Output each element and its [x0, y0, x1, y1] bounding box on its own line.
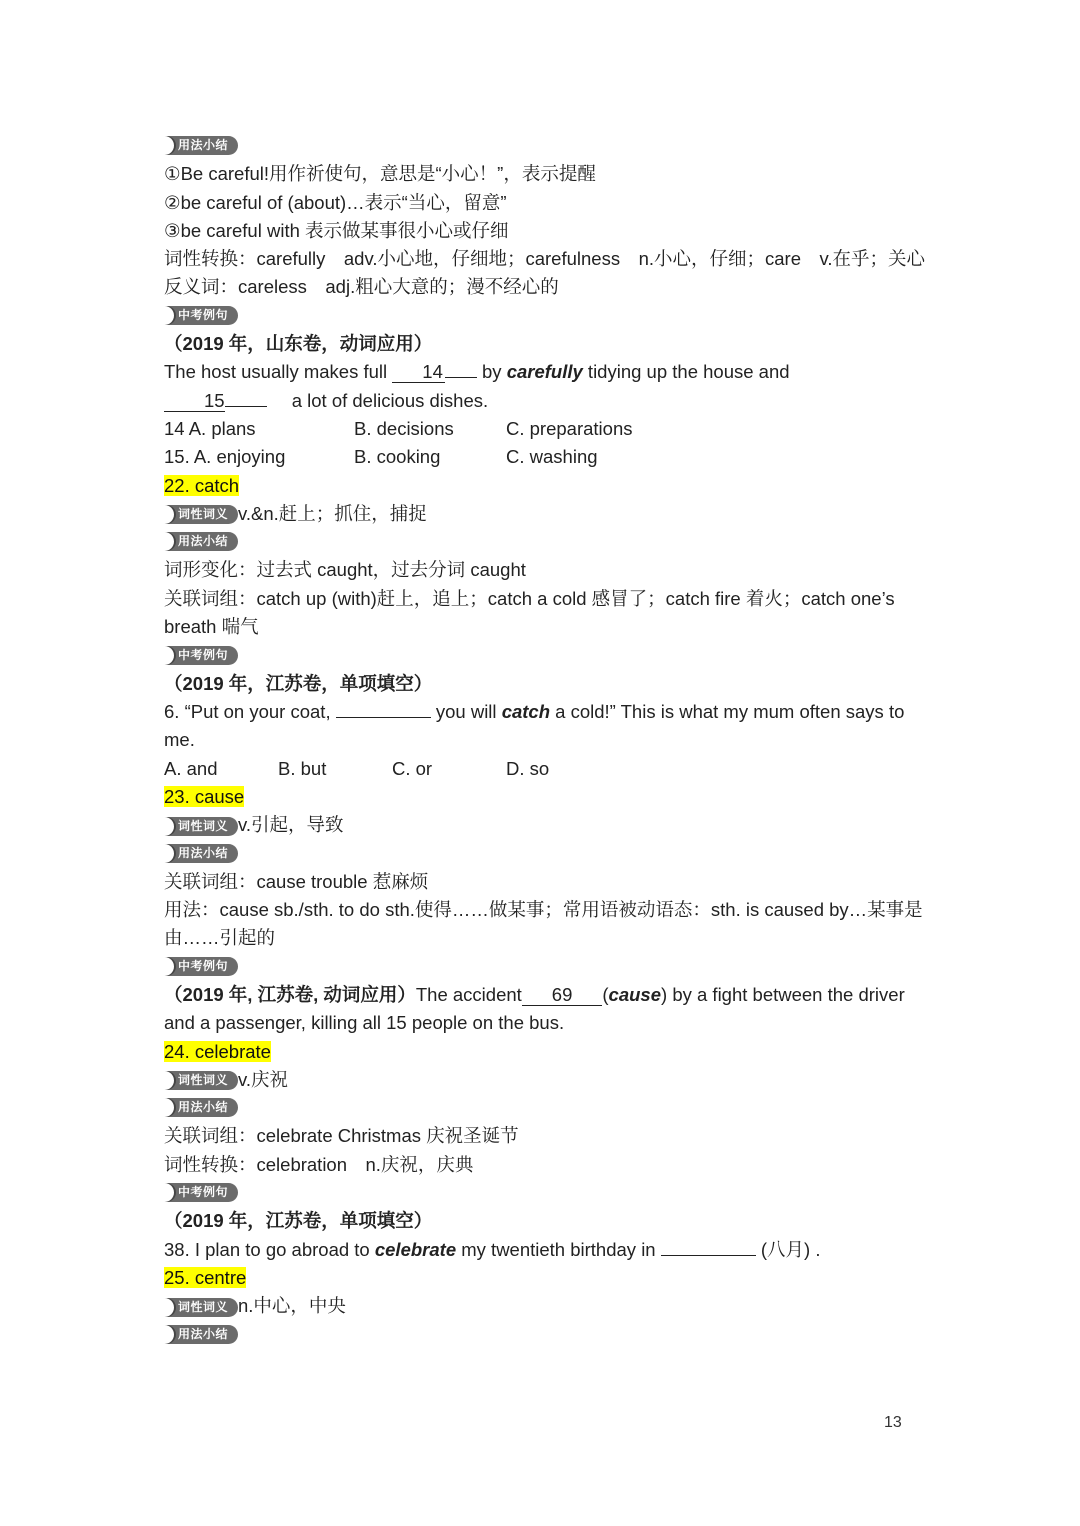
- exam-tag: 中考例句: [164, 1179, 934, 1207]
- usage-tag: 用法小结: [164, 528, 934, 556]
- antonym: 反义词：careless adj.粗心大意的；漫不经心的: [164, 276, 559, 298]
- page-number: 13: [884, 1414, 902, 1431]
- usage-tag: 用法小结: [164, 1094, 934, 1122]
- options: A. and B. but C. or D. so: [164, 757, 550, 779]
- entry-heading: 24. celebrate: [164, 1040, 271, 1062]
- phrases: 关联词组：catch up (with)赶上，追上；catch a cold 感冒了；catch fire 着火；catch one’s breath 喘气: [164, 587, 895, 638]
- entry-heading: 23. cause: [164, 785, 245, 807]
- entry-heading: 25. centre: [164, 1266, 247, 1288]
- word-conversion: 词性转换：celebration n.庆祝，庆典: [164, 1153, 474, 1175]
- usage-tag: 用法小结: [164, 839, 934, 867]
- usage-line-2: ②be careful of (about)…表示“当心，留意”: [164, 191, 507, 213]
- exam-sentence: 38. I plan to go abroad to celebrate my twentieth birthday in (八月) .: [164, 1238, 821, 1260]
- entry-heading: 22. catch: [164, 474, 240, 496]
- usage-tag: 用法小结: [164, 1320, 934, 1348]
- options-14: 14 A. plans B. decisions C. preparations: [164, 417, 633, 439]
- word-forms: 词形变化：过去式 caught，过去分词 caught: [164, 559, 526, 581]
- pos-line: 词性词义 n.中心，中央: [164, 1292, 934, 1320]
- pos-line: 词性词义 v.引起，导致: [164, 811, 934, 839]
- usage-line-1: ①Be careful!用作祈使句，意思是“小心！”，表示提醒: [164, 163, 596, 185]
- exam-sentence: 6. “Put on your coat, you will catch a cold!” This is what my mum often says to me.: [164, 700, 905, 751]
- usage: 用法：cause sb./sth. to do sth.使得……做某事；常用语被动语态：sth. is caused by…某事是由……引起的: [164, 899, 923, 949]
- usage-tag: 用法小结: [164, 132, 934, 160]
- exam-source: （2019 年，山东卷，动词应用）: [164, 333, 433, 355]
- exam-tag: 中考例句: [164, 953, 934, 981]
- options-15: 15. A. enjoying B. cooking C. washing: [164, 446, 598, 468]
- exam-tag: 中考例句: [164, 641, 934, 669]
- phrases: 关联词组：cause trouble 惹麻烦: [164, 870, 429, 892]
- exam-sentence: The host usually makes full 14 by carefully tidying up the house and: [164, 361, 790, 383]
- blank: [336, 699, 431, 718]
- exam-sentence: （2019 年, 江苏卷, 动词应用）The accident 69 (cause) by a fight between the driver and a passenger, killing all 15 people on the bus.: [164, 983, 905, 1034]
- exam-source: （2019 年，江苏卷，单项填空）: [164, 672, 433, 694]
- pos-line: 词性词义 v.&n.赶上；抓住，捕捉: [164, 500, 934, 528]
- phrases: 关联词组：celebrate Christmas 庆祝圣诞节: [164, 1125, 519, 1147]
- blank: [661, 1237, 756, 1256]
- blank: [445, 359, 477, 378]
- exam-tag: 中考例句: [164, 302, 934, 330]
- content: [164, 132, 934, 1349]
- exam-source: （2019 年，江苏卷，单项填空）: [164, 1210, 433, 1232]
- pos-line: 词性词义 v.庆祝: [164, 1066, 934, 1094]
- usage-line-3: ③be careful with 表示做某事很小心或仔细: [164, 219, 509, 241]
- exam-sentence-2: 15 a lot of delicious dishes.: [164, 387, 934, 415]
- blank: [225, 388, 267, 407]
- word-conversion: 词性转换：carefully adv.小心地，仔细地；carefulness n.小心，仔细；care v.在乎；关心: [164, 248, 926, 270]
